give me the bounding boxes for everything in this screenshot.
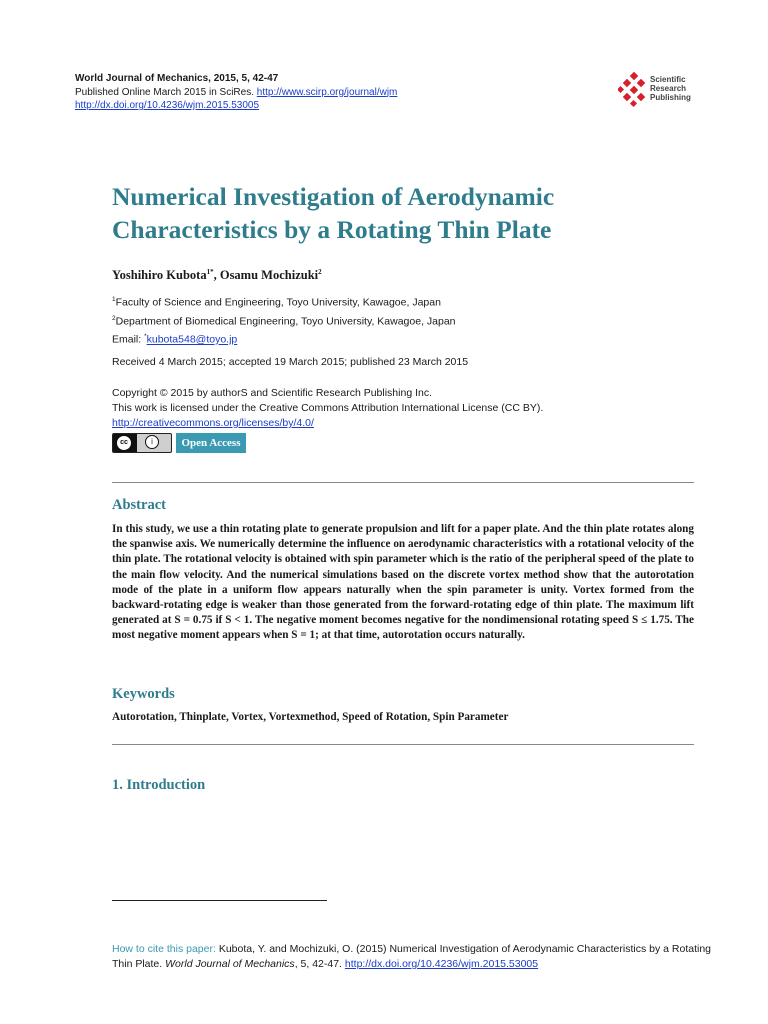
by-icon: i <box>145 435 159 449</box>
author-list: Yoshihiro Kubota$^{1*}$, Osamu Mochizuki$^2$ <box>112 268 322 283</box>
journal-name: World Journal of Mechanics, 2015, 5, 42-47 <box>75 73 279 84</box>
citation-volume: , 5, 42-47. <box>294 958 345 970</box>
citation-label: How to cite this paper: <box>112 943 219 955</box>
author-name: Osamu Mochizuki <box>219 268 319 283</box>
cc-by-badge[interactable] <box>112 433 172 453</box>
email-label: Email: <box>112 333 145 346</box>
keywords-text: Autorotation, Thinplate, Vortex, Vortexmethod, Speed of Rotation, Spin Parameter <box>112 711 509 723</box>
section-divider <box>112 744 694 745</box>
affiliation-1: $^1$Faculty of Science and Engineering, Toyo University, Kawagoe, Japan <box>112 296 441 309</box>
copyright-line: Copyright © 2015 by authorS and Scientific Research Publishing Inc. <box>112 387 432 399</box>
keywords-heading: Keywords <box>112 686 175 702</box>
introduction-heading: 1. Introduction <box>112 777 206 793</box>
citation-block <box>112 942 712 972</box>
paper-title <box>112 180 712 246</box>
citation-doi-link[interactable]: http://dx.doi.org/10.4236/wjm.2015.53005 <box>344 958 539 970</box>
author-superscript: 2 <box>318 268 322 276</box>
open-access-badge: Open Access <box>176 433 246 453</box>
publisher-logo <box>618 72 708 108</box>
published-text: Published Online March 2015 in SciRes. <box>75 86 254 98</box>
license-link[interactable]: http://creativecommons.org/licenses/by/4.0/ <box>112 417 314 429</box>
received-dates: Received 4 March 2015; accepted 19 March 2015; published 23 March 2015 <box>112 356 469 368</box>
author-name: Yoshihiro Kubota <box>112 268 207 283</box>
email-link[interactable]: kubota548@toyo.jp <box>146 333 238 346</box>
copyright-block <box>112 386 543 431</box>
title-line-2: Characteristics by a Rotating Thin Plate <box>112 215 552 244</box>
journal-link[interactable]: http://www.scirp.org/journal/wjm <box>256 86 398 98</box>
cc-icon: cc <box>116 435 132 451</box>
license-line: This work is licensed under the Creative Commons Attribution International License (CC BY). <box>112 402 544 414</box>
citation-text: Kubota, Y. and Mochizuki, O. (2015) Numerical Investigation of Aerodynamic Characteristics by a Rotating Thin Plate. <box>112 943 712 970</box>
logo-text: Scientific Research Publishing <box>650 75 691 102</box>
affiliations <box>112 292 456 348</box>
affiliation-2: $^2$Department of Biomedical Engineering, Toyo University, Kawagoe, Japan <box>112 314 456 327</box>
title-line-1: Numerical Investigation of Aerodynamic <box>112 182 555 211</box>
published-line <box>75 86 397 100</box>
email-line: Email: *kubota548@toyo.jp <box>112 333 238 346</box>
abstract-heading: Abstract <box>112 497 166 513</box>
doi-link[interactable]: http://dx.doi.org/10.4236/wjm.2015.53005 <box>75 100 260 111</box>
scirp-logo-icon <box>618 72 650 108</box>
citation-journal: World Journal of Mechanics <box>165 958 295 970</box>
author-superscript: 1* <box>206 268 214 276</box>
journal-header <box>75 72 397 113</box>
cc-badge-left <box>113 434 137 452</box>
section-divider <box>112 482 694 483</box>
abstract-text: In this study, we use a thin rotating plate to generate propulsion and lift for a paper plate. And the thin plate rotates along the spanwise axis. We numerically determine the influence on aerodynamic characteristics with a rotational velocity of the thin plate. The rotational velocity is obtained with spin parameter which is the ratio of the peripheral speed of the plate to the main flow velocity. And the numerical simulations based on the discrete vortex method show that the autorotation mode of the plate in a uniform flow appears naturally when the spin parameter is unity. Vortex formed from the backward-rotating edge is weaker than those generated from the forward-rotating edge of thin plate. The maximum lift generated at S = 0.75 if S < 1. The negative moment becomes negative for the nondimensional rotating speed S ≤ 1.75. The most negative moment appears when S = 1; at that time, autorotation occurs naturally. <box>112 523 694 642</box>
footnote-divider <box>112 900 327 901</box>
